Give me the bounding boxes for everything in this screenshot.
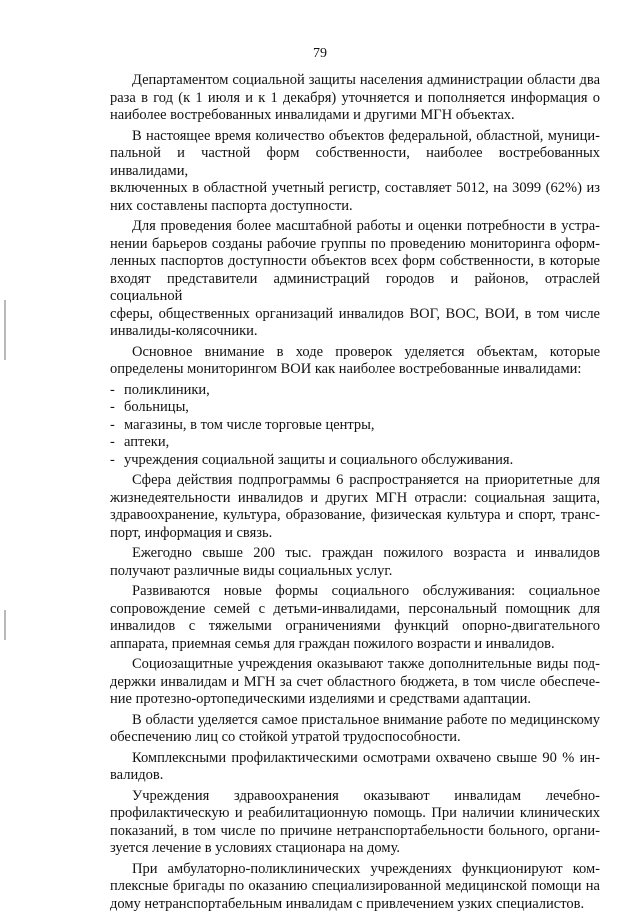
list-item: - учреждения социальной защиты и социального обслуживания. [110, 451, 514, 468]
text-line: Департаментом социальной защиты населения администрации области два [132, 72, 600, 88]
text-line: порт, информация и связь. [110, 524, 273, 541]
page-number: 79 [313, 46, 327, 61]
text-line: сопровождение семей с детьми-инвалидами, персональный помощник для [110, 600, 600, 617]
paragraph-3 [110, 218, 600, 341]
text-line: сферы, общественных организаций инвалидов ВОГ, ВОС, ВОИ, в том числе [110, 305, 600, 322]
text-line: здравоохранение, культура, образование, физическая культура и спорт, транс- [110, 507, 600, 523]
paragraph-2 [110, 128, 600, 216]
paragraph-4 [110, 344, 600, 379]
list-item: - поликлиники, [110, 381, 210, 398]
text-line: инвалиды-колясочники. [110, 323, 258, 339]
text-line: получают различные виды социальных услуг. [110, 562, 393, 579]
text-line: Сфера действия подпрограммы 6 распространяется на приоритетные для [132, 472, 600, 488]
paragraph-9 [110, 712, 600, 747]
paragraph-6 [110, 545, 600, 580]
text-line: валидов. [110, 767, 164, 783]
paragraph-5 [110, 472, 600, 542]
text-line: наиболее востребованных инвалидами и другими МГН объектах. [110, 107, 515, 123]
text-line: В настоящее время количество объектов федеральной, областной, муници- [132, 127, 600, 144]
list-item: - магазины, в том числе торговые центры, [110, 416, 375, 433]
text-line: зуется лечение в условиях стационара на дому. [110, 840, 401, 856]
text-line: пальной и частной форм собственности, наиболее востребованных инвалидами, [110, 145, 600, 179]
body-text [110, 72, 600, 916]
text-line: включенных в областной учетный регистр, составляет 5012, на 3099 (62%) из [110, 180, 600, 196]
text-line: держки инвалидам и МГН за счет областного бюджета, в том числе обеспече- [110, 673, 600, 690]
paragraph-8 [110, 656, 600, 709]
text-line: Развиваются новые формы социального обслуживания: социальное [132, 583, 600, 599]
text-line: определены мониторингом ВОИ как наиболее востребованные инвалидами: [110, 361, 582, 377]
text-line: В области уделяется самое пристальное внимание работе по медицинскому [132, 711, 600, 728]
text-line: аппарата, приемная семья для граждан пожилого возрасти и инвалидов. [110, 635, 555, 652]
text-line: профилактическую и реабилитационную помощь. При наличии клинических [110, 805, 600, 821]
text-line: них составлены паспорта доступности. [110, 197, 353, 214]
text-line: Социозащитные учреждения оказывают также дополнительные виды под- [132, 656, 600, 672]
text-line: При амбулаторно-поликлинических учреждениях функционируют ком- [132, 860, 600, 877]
text-line: входят представители администраций городов и районов, отраслей социальной [110, 270, 600, 304]
text-line: ние протезно-ортопедическими изделиями и средствами адаптации. [110, 691, 531, 707]
text-line: нении барьеров созданы рабочие группы по проведению мониторинга оформ- [110, 235, 600, 252]
text-line: ленных паспортов доступности объектов всех форм собственности, в которые [110, 253, 600, 269]
list-item: - аптеки, [110, 434, 170, 450]
paragraph-12 [110, 861, 600, 914]
text-line: Для проведения более масштабной работы и оценки потребности в устра- [132, 218, 600, 234]
facility-list [110, 382, 600, 470]
dash-bullet: - [110, 381, 115, 398]
scan-margin-mark [4, 610, 6, 640]
text-line: дому нетранспортабельным инвалидам с привлечением узких специалистов. [110, 895, 585, 912]
text-line: плексные бригады по оказанию специализированной медицинской помощи на [110, 878, 600, 894]
text-line: жизнедеятельности инвалидов и других МГН отрасли: социальная защита, [110, 489, 600, 506]
text-line: Основное внимание в ходе проверок уделяется объектам, которые [132, 343, 600, 360]
text-line: Ежегодно свыше 200 тыс. граждан пожилого возраста и инвалидов [132, 545, 600, 561]
text-line: инвалидов с тяжелыми ограничениями функций опорно-двигательного [110, 618, 600, 634]
list-item: - больницы, [110, 399, 189, 415]
text-line: Комплексными профилактическими осмотрами охвачено свыше 90 % ин- [132, 749, 600, 766]
dash-bullet: - [110, 399, 115, 415]
dash-bullet: - [110, 451, 115, 468]
text-line: обеспечению лиц со стойкой утратой трудоспособности. [110, 729, 461, 745]
text-line: раза в год (к 1 июля и к 1 декабря) уточняется и пополняется информация о [110, 89, 600, 106]
text-line: Учреждения здравоохранения оказывают инвалидам лечебно- [132, 787, 600, 804]
dash-bullet: - [110, 416, 115, 433]
scan-margin-mark [4, 300, 6, 360]
paragraph-1 [110, 72, 600, 125]
paragraph-7 [110, 583, 600, 653]
text-line: показаний, в том числе по причине нетранспортабельности больного, органи- [110, 822, 600, 839]
dash-bullet: - [110, 434, 115, 450]
paragraph-11 [110, 788, 600, 858]
paragraph-10 [110, 750, 600, 785]
